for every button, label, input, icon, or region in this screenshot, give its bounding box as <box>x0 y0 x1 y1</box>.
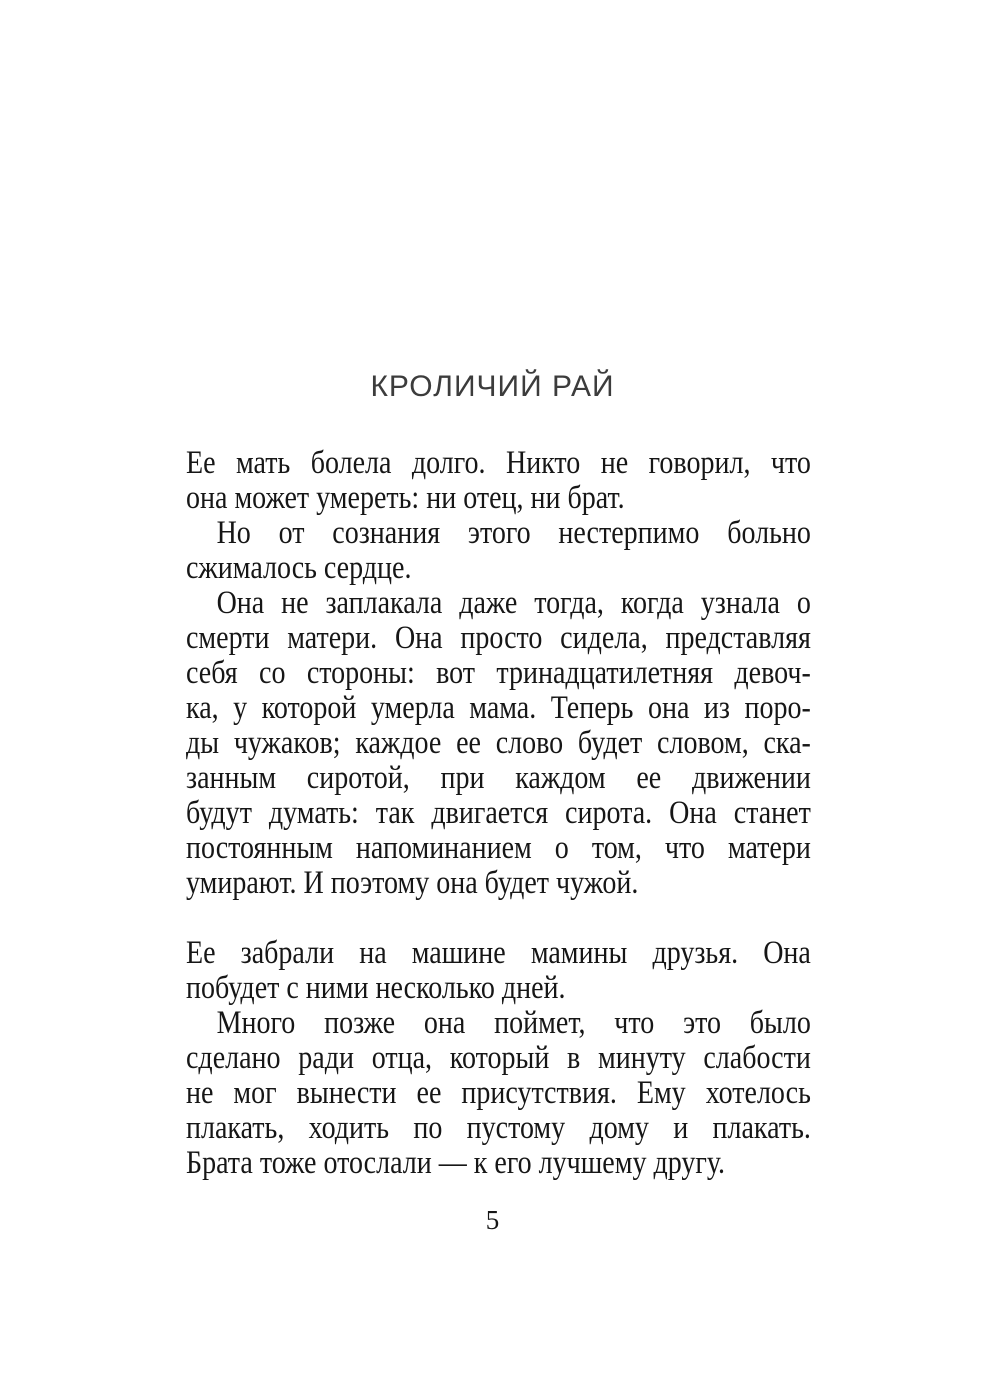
text-line: будут думать: так двигается сирота. Она станет <box>186 795 811 831</box>
text-line: Много позже она поймет, что это было <box>216 1005 811 1041</box>
text-line: побудет с ними несколько дней. <box>186 970 566 1006</box>
text-line: смерти матери. Она просто сидела, представляя <box>186 620 811 656</box>
text-line: Она не заплакала даже тогда, когда узнала о <box>216 585 811 621</box>
text-line: Брата тоже отослали — к его лучшему другу. <box>186 1145 726 1181</box>
text-line: сделано ради отца, который в минуту слабости <box>186 1040 811 1076</box>
page-number: 5 <box>485 1205 500 1235</box>
body-text <box>186 446 811 1181</box>
text-line: Ее мать болела долго. Никто не говорил, что <box>186 445 811 481</box>
chapter-title: КРОЛИЧИЙ РАЙ <box>370 370 615 403</box>
paragraph <box>186 1006 811 1181</box>
text-line: умирают. И поэтому она будет чужой. <box>186 865 639 901</box>
text-line: занным сиротой, при каждом ее движении <box>186 760 811 796</box>
paragraph <box>186 586 811 901</box>
text-line: ды чужаков; каждое ее слово будет словом, ска- <box>186 725 811 761</box>
paragraph <box>186 516 811 586</box>
text-line: Но от сознания этого нестерпимо больно <box>216 515 811 551</box>
text-line: она может умереть: ни отец, ни брат. <box>186 480 625 516</box>
text-line: постоянным напоминанием о том, что матери <box>186 830 811 866</box>
text-line: сжималось сердце. <box>186 550 412 586</box>
paragraph <box>186 936 811 1006</box>
text-line: не мог вынести ее присутствия. Ему хотелось <box>186 1075 811 1111</box>
text-line: плакать, ходить по пустому дому и плакать. <box>186 1110 811 1146</box>
paragraph <box>186 446 811 516</box>
text-line: ка, у которой умерла мама. Теперь она из поро- <box>186 690 811 726</box>
text-line: Ее забрали на машине мамины друзья. Она <box>186 935 811 971</box>
text-line: себя со стороны: вот тринадцатилетняя девоч- <box>186 655 811 691</box>
